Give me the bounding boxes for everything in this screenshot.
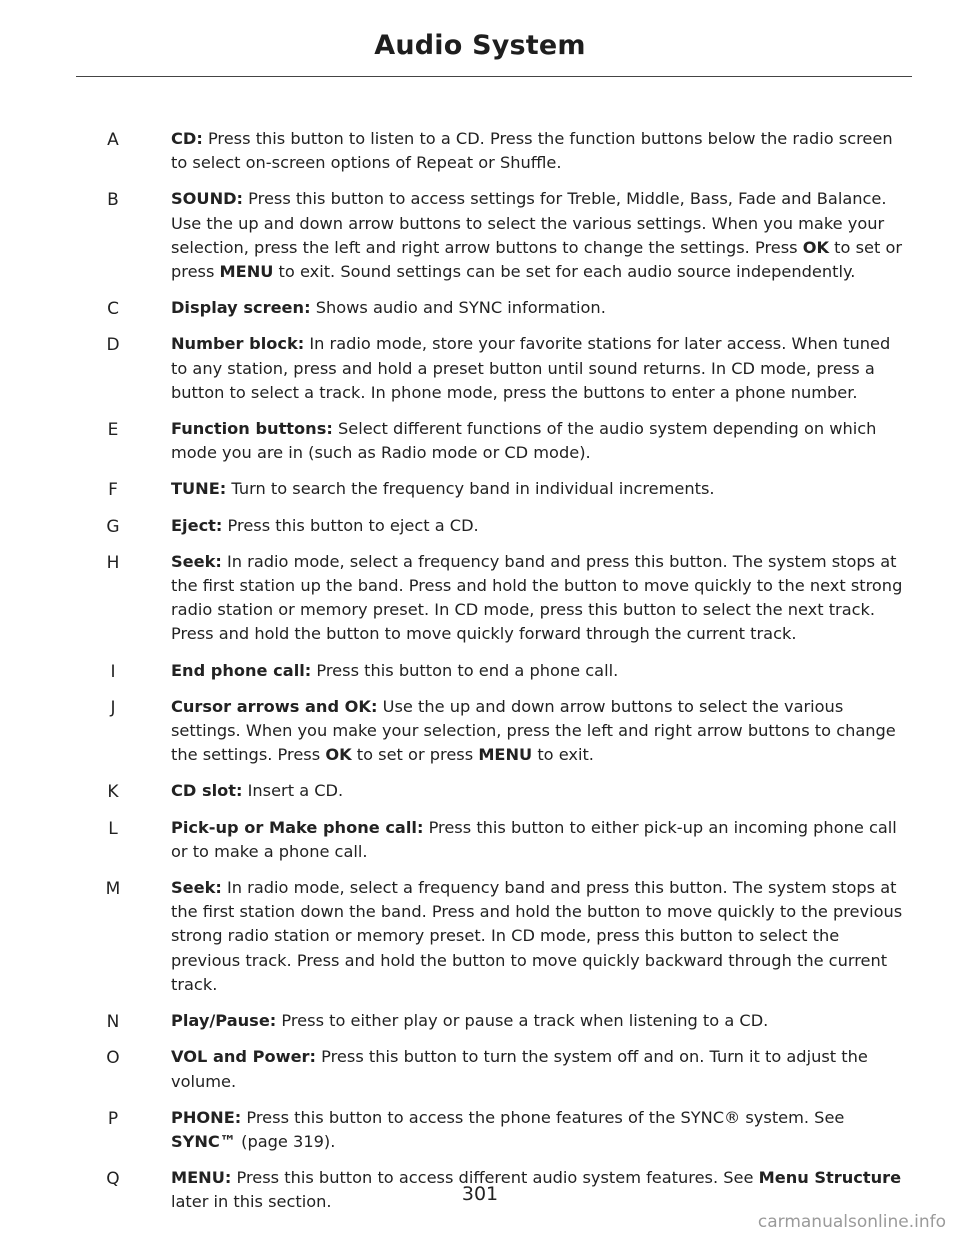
entry-letter: E — [107, 420, 119, 441]
entry-letter: C — [107, 299, 119, 320]
entry-description — [171, 816, 903, 864]
body-text: to set or press — [171, 237, 903, 282]
entry-description — [171, 417, 903, 465]
body-text: In radio mode, store your favorite stations for later access. When tuned to any station, press and hold a preset button until sound returns. In CD mode, press a button to select a track. In phone mode, press the buttons to enter a phone number. — [171, 334, 891, 402]
legend-entry — [0, 1009, 960, 1033]
entry-description — [171, 514, 903, 538]
header-divider — [76, 76, 912, 77]
body-text: Press this button to either pick-up an incoming phone call or to make a phone call. — [171, 817, 897, 861]
entry-letter: N — [106, 1012, 120, 1033]
entry-letter: Q — [106, 1169, 120, 1190]
entry-term: Pick-up or Make phone call: — [171, 817, 424, 837]
legend-list — [0, 127, 960, 1227]
body-text: Press this button to turn the system off and on. Turn it to adjust the volume. — [171, 1047, 868, 1091]
entry-description — [171, 659, 903, 683]
entry-term: PHONE: — [171, 1107, 242, 1127]
page-number: 301 — [461, 1183, 499, 1205]
emphasis-text: Menu Structure — [758, 1168, 902, 1188]
body-text: Press this button to access settings for Treble, Middle, Bass, Fade and Balance. Use the up and down arrow buttons to select the various settings. When you make your selection, press the left and right arrow buttons to change the settings. Press — [171, 189, 887, 257]
entry-term: Eject: — [171, 515, 223, 535]
legend-entry — [0, 514, 960, 538]
body-text: In radio mode, select a frequency band and press this button. The system stops at the first station down the band. Press and hold the button to move quickly to the previous strong radio station or memory preset. In CD mode, press this button to select the previous track. Press and hold the button to move quickly backward through the current track. — [171, 878, 903, 994]
body-text: Press this button to access different audio system features. See — [231, 1168, 759, 1188]
legend-entry — [0, 550, 960, 647]
entry-term: CD slot: — [171, 781, 243, 801]
entry-term: Function buttons: — [171, 419, 333, 439]
entry-letter: K — [107, 782, 119, 803]
legend-entry — [0, 417, 960, 465]
emphasis-text: MENU — [219, 262, 274, 282]
body-text: to exit. Sound settings can be set for each audio source independently. — [273, 262, 856, 282]
page-title: Audio System — [374, 30, 586, 61]
entry-letter: H — [106, 552, 120, 573]
legend-entry — [0, 187, 960, 284]
entry-description — [171, 187, 903, 284]
entry-term: VOL and Power: — [171, 1047, 316, 1067]
entry-letter: P — [107, 1108, 119, 1129]
legend-entry — [0, 1045, 960, 1093]
entry-term: Cursor arrows and OK: — [171, 696, 378, 716]
entry-letter: D — [106, 335, 120, 356]
entry-term: Seek: — [171, 551, 222, 571]
legend-entry — [0, 296, 960, 320]
legend-entry — [0, 1106, 960, 1154]
entry-description — [171, 296, 903, 320]
entry-description — [171, 876, 903, 997]
body-text: to set or press — [351, 745, 479, 765]
legend-entry — [0, 779, 960, 803]
entry-description — [171, 332, 903, 405]
entry-letter: A — [107, 130, 119, 150]
body-text: In radio mode, select a frequency band and press this button. The system stops at the first station up the band. Press and hold the button to move quickly to the next strong radio station or memory preset. In CD mode, press this button to select the next track. Press and hold the button to move quickly forward through the current track. — [171, 551, 903, 644]
legend-entry — [0, 477, 960, 501]
entry-description — [171, 779, 903, 803]
body-text: Use the up and down arrow buttons to select the various settings. When you make your selection, press the left and right arrow buttons to change the settings. Press — [171, 696, 896, 765]
body-text: to exit. — [532, 745, 594, 765]
entry-term: End phone call: — [171, 660, 312, 680]
entry-term: Play/Pause: — [171, 1011, 277, 1031]
body-text: Press to either play or pause a track when listening to a CD. — [276, 1011, 769, 1031]
entry-description — [171, 1106, 903, 1154]
legend-entry — [0, 876, 960, 997]
legend-entry — [0, 332, 960, 405]
emphasis-text: SYNC™ — [171, 1131, 236, 1151]
entry-term: TUNE: — [171, 479, 227, 499]
entry-term: CD: — [171, 129, 203, 148]
legend-entry — [0, 816, 960, 864]
entry-description — [171, 550, 903, 647]
entry-description — [171, 127, 903, 175]
emphasis-text: OK — [325, 745, 352, 765]
entry-term: Seek: — [171, 878, 222, 898]
body-text: Press this button to listen to a CD. Press the function buttons below the radio screen to select on-screen options of Repeat or Shuffle. — [171, 129, 893, 173]
entry-description — [171, 477, 903, 501]
body-text: Insert a CD. — [242, 781, 344, 801]
entry-letter: J — [110, 697, 116, 718]
entry-letter: M — [105, 879, 121, 900]
entry-description — [171, 1045, 903, 1093]
entry-letter: L — [108, 818, 118, 839]
body-text: Press this button to access the phone features of the SYNC® system. See — [241, 1107, 845, 1127]
legend-entry — [0, 659, 960, 683]
entry-letter: B — [107, 190, 119, 211]
legend-entry — [0, 695, 960, 768]
entry-description — [171, 1009, 903, 1033]
body-text: Press this button to end a phone call. — [311, 660, 619, 680]
legend-entry — [0, 127, 960, 175]
entry-letter: I — [110, 661, 116, 682]
entry-letter: G — [106, 516, 120, 537]
body-text: later in this section. — [171, 1192, 332, 1212]
entry-term: Display screen: — [171, 298, 311, 318]
emphasis-text: OK — [802, 237, 830, 257]
entry-term: Number block: — [171, 334, 305, 354]
body-text: Press this button to eject a CD. — [222, 515, 479, 535]
emphasis-text: MENU — [478, 745, 533, 765]
entry-description — [171, 695, 903, 768]
body-text: Shows audio and SYNC information. — [310, 298, 606, 318]
body-text: Select different functions of the audio system depending on which mode you are in (such as Radio mode or CD mode). — [171, 419, 877, 463]
entry-letter: F — [108, 480, 118, 501]
entry-letter: O — [106, 1048, 120, 1069]
entry-term: MENU: — [171, 1168, 232, 1188]
entry-term: SOUND: — [171, 189, 244, 209]
body-text: Turn to search the frequency band in individual increments. — [226, 479, 715, 499]
watermark: carmanualsonline.info — [757, 1212, 946, 1232]
body-text: (page 319). — [236, 1131, 336, 1151]
